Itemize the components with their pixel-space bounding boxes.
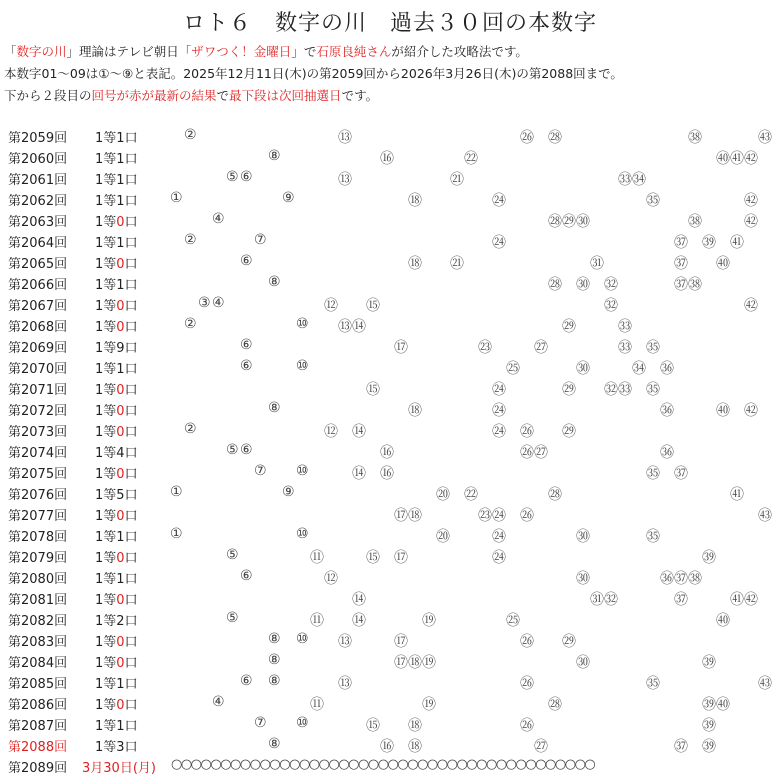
draw-row [0, 146, 780, 167]
winning-number: ㉕ [506, 613, 520, 629]
winning-number: ㊱ [660, 403, 674, 419]
draw-number: 第2085回 [8, 677, 68, 692]
winning-number: ④ [212, 295, 225, 311]
draw-number: 第2075回 [8, 467, 68, 482]
draw-row [0, 503, 780, 524]
winning-number: ㊷ [744, 214, 758, 230]
draw-row [0, 230, 780, 251]
first-prize-count: 1等1口 [95, 194, 138, 209]
winning-number: ㊲ [674, 235, 688, 251]
first-prize-count: 1等1口 [95, 278, 138, 293]
winning-number: ⑤ [226, 442, 239, 458]
winning-number: ⑱ [408, 718, 422, 734]
winning-number: ⑱ [408, 655, 422, 671]
draw-number: 第2066回 [8, 278, 68, 293]
winning-number: ① [170, 190, 183, 206]
winning-number: ㉝ [618, 319, 632, 335]
winning-number: ㉚ [576, 529, 590, 545]
next-draw-row [0, 755, 780, 776]
first-prize-count: 1等0口 [95, 299, 138, 314]
winning-number: ② [184, 127, 197, 143]
draw-row [0, 335, 780, 356]
winning-number: ㉛ [590, 592, 604, 608]
winning-number: ⑧ [268, 400, 281, 416]
description-line-2: 本数字01～09は①～⑨と表記。2025年12月11日(木)の第2059回から2026年3月26日(木)の第2088回まで。 [4, 66, 623, 81]
draw-number: 第2071回 [8, 383, 68, 398]
winning-number: ㉛ [590, 256, 604, 272]
winning-number: ⑬ [338, 634, 352, 650]
description-line-3: 下から２段目の回号が赤が最新の結果で最下段は次回抽選日です。 [4, 88, 379, 103]
winning-number: ⑰ [394, 655, 408, 671]
first-prize-count: 1等0口 [95, 320, 138, 335]
winning-number: ⑨ [282, 484, 295, 500]
winning-number: ㉚ [576, 214, 590, 230]
draw-number: 第2081回 [8, 593, 68, 608]
winning-number: ⑰ [394, 634, 408, 650]
winning-number: ㊴ [702, 697, 716, 713]
winning-number: ㉖ [520, 130, 534, 146]
winning-number: ㉖ [520, 445, 534, 461]
winning-number: ⑫ [324, 424, 338, 440]
draw-number: 第2064回 [8, 236, 68, 251]
winning-number: ⑩ [296, 316, 309, 332]
winning-number: ㉜ [604, 592, 618, 608]
winning-number: ㉟ [646, 340, 660, 356]
winning-number: ⑤ [226, 547, 239, 563]
winning-number: ㊲ [674, 256, 688, 272]
first-prize-count: 1等0口 [95, 635, 138, 650]
first-prize-count: 1等0口 [95, 404, 138, 419]
winning-number: ㉝ [618, 172, 632, 188]
draw-row [0, 524, 780, 545]
winning-number: ㊴ [702, 655, 716, 671]
first-prize-count: 1等1口 [95, 173, 138, 188]
winning-number: ㊳ [688, 277, 702, 293]
winning-number: ⑦ [254, 232, 267, 248]
winning-number: ㊲ [674, 592, 688, 608]
winning-number: ㊷ [744, 403, 758, 419]
winning-number: ⑤ [226, 169, 239, 185]
winning-number: ㉑ [450, 256, 464, 272]
draw-row [0, 209, 780, 230]
winning-number: ㊸ [758, 508, 772, 524]
draw-row [0, 167, 780, 188]
winning-number: ㉘ [548, 214, 562, 230]
winning-number: ㉔ [492, 550, 506, 566]
winning-number: ② [184, 232, 197, 248]
next-draw-number: 第2089回 [8, 761, 68, 776]
winning-number: ⑥ [240, 337, 253, 353]
draw-row [0, 734, 780, 755]
winning-number: ⑦ [254, 463, 267, 479]
winning-number: ㊶ [730, 487, 744, 503]
winning-number: ⑯ [380, 445, 394, 461]
winning-number: ㊶ [730, 592, 744, 608]
winning-number: ⑱ [408, 256, 422, 272]
draw-number: 第2078回 [8, 530, 68, 545]
winning-number: ㉙ [562, 382, 576, 398]
winning-number: ⑪ [310, 550, 324, 566]
winning-number: ㉞ [632, 361, 646, 377]
draw-row [0, 482, 780, 503]
winning-number: ② [184, 316, 197, 332]
draw-number: 第2082回 [8, 614, 68, 629]
winning-number: ⑰ [394, 550, 408, 566]
winning-number: ㉖ [520, 634, 534, 650]
winning-number: ㉘ [548, 277, 562, 293]
winning-number: ⑪ [310, 697, 324, 713]
draw-number: 第2068回 [8, 320, 68, 335]
winning-number: ⑰ [394, 340, 408, 356]
winning-number: ㊱ [660, 361, 674, 377]
winning-number: ㉚ [576, 571, 590, 587]
first-prize-count: 1等0口 [95, 257, 138, 272]
winning-number: ㉔ [492, 403, 506, 419]
first-prize-count: 1等1口 [95, 677, 138, 692]
winning-number: ⑭ [352, 424, 366, 440]
winning-number: ㊵ [716, 613, 730, 629]
draw-row [0, 188, 780, 209]
winning-number: ⑳ [436, 487, 450, 503]
winning-number: ⑩ [296, 715, 309, 731]
winning-number: ㊴ [702, 235, 716, 251]
draw-row [0, 293, 780, 314]
first-prize-count: 1等0口 [95, 383, 138, 398]
winning-number: ② [184, 421, 197, 437]
winning-number: ㉙ [562, 424, 576, 440]
draw-row [0, 377, 780, 398]
draw-row [0, 692, 780, 713]
first-prize-count: 1等3口 [95, 740, 138, 755]
winning-number: ㊲ [674, 466, 688, 482]
winning-number: ㉑ [450, 172, 464, 188]
winning-number: ㊵ [716, 697, 730, 713]
winning-number: ㉝ [618, 340, 632, 356]
winning-number: ⑥ [240, 358, 253, 374]
winning-number: ㉟ [646, 382, 660, 398]
winning-number: ㊳ [688, 571, 702, 587]
winning-number: ㉒ [464, 487, 478, 503]
first-prize-count: 1等0口 [95, 509, 138, 524]
draw-number: 第2087回 [8, 719, 68, 734]
first-prize-count: 1等0口 [95, 698, 138, 713]
draw-row [0, 566, 780, 587]
first-prize-count: 1等0口 [95, 593, 138, 608]
draw-number: 第2065回 [8, 257, 68, 272]
number-river-table [0, 125, 780, 776]
draw-number: 第2076回 [8, 488, 68, 503]
winning-number: ㊱ [660, 445, 674, 461]
winning-number: ⑱ [408, 403, 422, 419]
winning-number: ⑧ [268, 652, 281, 668]
winning-number: ⑩ [296, 526, 309, 542]
draw-number: 第2069回 [8, 341, 68, 356]
winning-number: ㉖ [520, 424, 534, 440]
winning-number: ⑬ [338, 319, 352, 335]
winning-number: ㊱ [660, 571, 674, 587]
winning-number: ⑲ [422, 655, 436, 671]
first-prize-count: 1等1口 [95, 362, 138, 377]
winning-number: ㉖ [520, 676, 534, 692]
winning-number: ㉟ [646, 193, 660, 209]
winning-number: ⑮ [366, 550, 380, 566]
winning-number: ⑭ [352, 319, 366, 335]
winning-number: ⑧ [268, 736, 281, 752]
first-prize-count: 1等0口 [95, 425, 138, 440]
winning-number: ㊷ [744, 298, 758, 314]
winning-number: ⑥ [240, 253, 253, 269]
winning-number: ㉘ [548, 487, 562, 503]
winning-number: ㉒ [464, 151, 478, 167]
winning-number: ⑲ [422, 697, 436, 713]
winning-number: ㉔ [492, 529, 506, 545]
draw-row [0, 545, 780, 566]
draw-row [0, 587, 780, 608]
winning-number: ㉓ [478, 340, 492, 356]
draw-number: 第2079回 [8, 551, 68, 566]
winning-number: ㉔ [492, 193, 506, 209]
draw-number: 第2059回 [8, 131, 68, 146]
draw-number: 第2072回 [8, 404, 68, 419]
winning-number: ⑱ [408, 193, 422, 209]
draw-row [0, 272, 780, 293]
winning-number: ㉕ [506, 361, 520, 377]
draw-row [0, 629, 780, 650]
winning-number: ④ [212, 211, 225, 227]
draw-number: 第2063回 [8, 215, 68, 230]
winning-number: ㉗ [534, 739, 548, 755]
draw-row [0, 356, 780, 377]
first-prize-count: 1等1口 [95, 719, 138, 734]
winning-number: ⑥ [240, 442, 253, 458]
winning-number: ⑧ [268, 274, 281, 290]
winning-number: ㊷ [744, 193, 758, 209]
winning-number: ⑬ [338, 130, 352, 146]
description-line-1: 「数字の川」理論はテレビ朝日「ザワつく！金曜日」で石原良純さんが紹介した攻略法です。 [4, 44, 528, 59]
draw-row [0, 461, 780, 482]
draw-row [0, 125, 780, 146]
winning-number: ⑮ [366, 382, 380, 398]
winning-number: ㉟ [646, 466, 660, 482]
winning-number: ㉖ [520, 508, 534, 524]
winning-number: ㉞ [632, 172, 646, 188]
winning-number: ㊷ [744, 592, 758, 608]
winning-number: ⑩ [296, 631, 309, 647]
draw-row [0, 251, 780, 272]
winning-number: ㊶ [730, 151, 744, 167]
winning-number: ㊳ [688, 130, 702, 146]
first-prize-count: 1等1口 [95, 530, 138, 545]
next-draw-date: 3月30日(月) [82, 761, 156, 776]
winning-number: ⑥ [240, 673, 253, 689]
winning-number: ④ [212, 694, 225, 710]
winning-number: ⑧ [268, 673, 281, 689]
winning-number: ⑩ [296, 463, 309, 479]
draw-number: 第2088回 [8, 740, 68, 755]
draw-row [0, 671, 780, 692]
winning-number: ㊷ [744, 151, 758, 167]
draw-number: 第2083回 [8, 635, 68, 650]
first-prize-count: 1等0口 [95, 656, 138, 671]
draw-row [0, 440, 780, 461]
winning-number: ㉟ [646, 529, 660, 545]
draw-row [0, 419, 780, 440]
winning-number: ㊳ [688, 214, 702, 230]
winning-number: ㉔ [492, 424, 506, 440]
winning-number: ⑧ [268, 148, 281, 164]
winning-number: ⑯ [380, 739, 394, 755]
winning-number: ㉝ [618, 382, 632, 398]
winning-number: ㉜ [604, 382, 618, 398]
first-prize-count: 1等1口 [95, 131, 138, 146]
winning-number: ③ [198, 295, 211, 311]
winning-number: ⑭ [352, 592, 366, 608]
draw-number: 第2070回 [8, 362, 68, 377]
page-title: ロト６ 数字の川 過去３０回の本数字 [182, 11, 597, 36]
draw-number: 第2061回 [8, 173, 68, 188]
winning-number: ⑨ [282, 190, 295, 206]
winning-number: ⑥ [240, 568, 253, 584]
first-prize-count: 1等1口 [95, 236, 138, 251]
draw-row [0, 650, 780, 671]
first-prize-count: 1等1口 [95, 572, 138, 587]
winning-number: ⑩ [296, 358, 309, 374]
winning-number: ㊴ [702, 550, 716, 566]
winning-number: ㊸ [758, 676, 772, 692]
first-prize-count: 1等9口 [95, 341, 138, 356]
winning-number: ⑥ [240, 169, 253, 185]
first-prize-count: 1等1口 [95, 152, 138, 167]
winning-number: ㉗ [534, 445, 548, 461]
winning-number: ㉙ [562, 634, 576, 650]
winning-number: ⑲ [422, 613, 436, 629]
winning-number: ㉙ [562, 214, 576, 230]
winning-number: ㉔ [492, 382, 506, 398]
draw-row [0, 608, 780, 629]
draw-number: 第2073回 [8, 425, 68, 440]
winning-number: ㉓ [478, 508, 492, 524]
winning-number: ㊵ [716, 403, 730, 419]
first-prize-count: 1等0口 [95, 215, 138, 230]
first-prize-count: 1等2口 [95, 614, 138, 629]
winning-number: ㊵ [716, 256, 730, 272]
winning-number: ㉖ [520, 718, 534, 734]
first-prize-count: 1等5口 [95, 488, 138, 503]
draw-row [0, 713, 780, 734]
winning-number: ⑪ [310, 613, 324, 629]
winning-number: ⑯ [380, 466, 394, 482]
winning-number: ⑯ [380, 151, 394, 167]
winning-number: ⑮ [366, 298, 380, 314]
winning-number: ㉔ [492, 508, 506, 524]
draw-number: 第2074回 [8, 446, 68, 461]
winning-number: ㉗ [534, 340, 548, 356]
first-prize-count: 1等0口 [95, 467, 138, 482]
winning-number: ① [170, 526, 183, 542]
draw-number: 第2077回 [8, 509, 68, 524]
winning-number: ㉚ [576, 277, 590, 293]
winning-number: ⑱ [408, 739, 422, 755]
winning-number: ⑳ [436, 529, 450, 545]
draw-number: 第2067回 [8, 299, 68, 314]
winning-number: ㉘ [548, 130, 562, 146]
winning-number: ㊶ [730, 235, 744, 251]
winning-number: ㊲ [674, 739, 688, 755]
draw-number: 第2060回 [8, 152, 68, 167]
winning-number: ㊲ [674, 277, 688, 293]
first-prize-count: 1等0口 [95, 551, 138, 566]
winning-number: ㊴ [702, 739, 716, 755]
winning-number: ⑭ [352, 613, 366, 629]
winning-number: ① [170, 484, 183, 500]
winning-number: ㉚ [576, 655, 590, 671]
winning-number: ㉜ [604, 277, 618, 293]
winning-number: ⑬ [338, 676, 352, 692]
winning-number: ⑰ [394, 508, 408, 524]
winning-number: ㉜ [604, 298, 618, 314]
draw-number: 第2062回 [8, 194, 68, 209]
winning-number: ⑧ [268, 631, 281, 647]
winning-number: ㉚ [576, 361, 590, 377]
winning-number: ⑫ [324, 571, 338, 587]
winning-number: ㉘ [548, 697, 562, 713]
winning-number: ⑭ [352, 466, 366, 482]
winning-number: ⑫ [324, 298, 338, 314]
draw-number: 第2084回 [8, 656, 68, 671]
draw-row [0, 398, 780, 419]
winning-number: ㊵ [716, 151, 730, 167]
winning-number: ⑮ [366, 718, 380, 734]
winning-number: ⑬ [338, 172, 352, 188]
winning-number: ㊴ [702, 718, 716, 734]
winning-number: ㊲ [674, 571, 688, 587]
winning-number: ⑱ [408, 508, 422, 524]
draw-number: 第2080回 [8, 572, 68, 587]
winning-number: ㉙ [562, 319, 576, 335]
draw-row [0, 314, 780, 335]
winning-number: ㉟ [646, 676, 660, 692]
winning-number: ⑤ [226, 610, 239, 626]
first-prize-count: 1等4口 [95, 446, 138, 461]
empty-number-placeholders: ○○○○○○○○○○○○○○○○○○○○○○○○○○○○○○○○○○○○○○○○○○○ [171, 757, 595, 772]
winning-number: ㉔ [492, 235, 506, 251]
draw-number: 第2086回 [8, 698, 68, 713]
winning-number: ㊸ [758, 130, 772, 146]
winning-number: ⑦ [254, 715, 267, 731]
